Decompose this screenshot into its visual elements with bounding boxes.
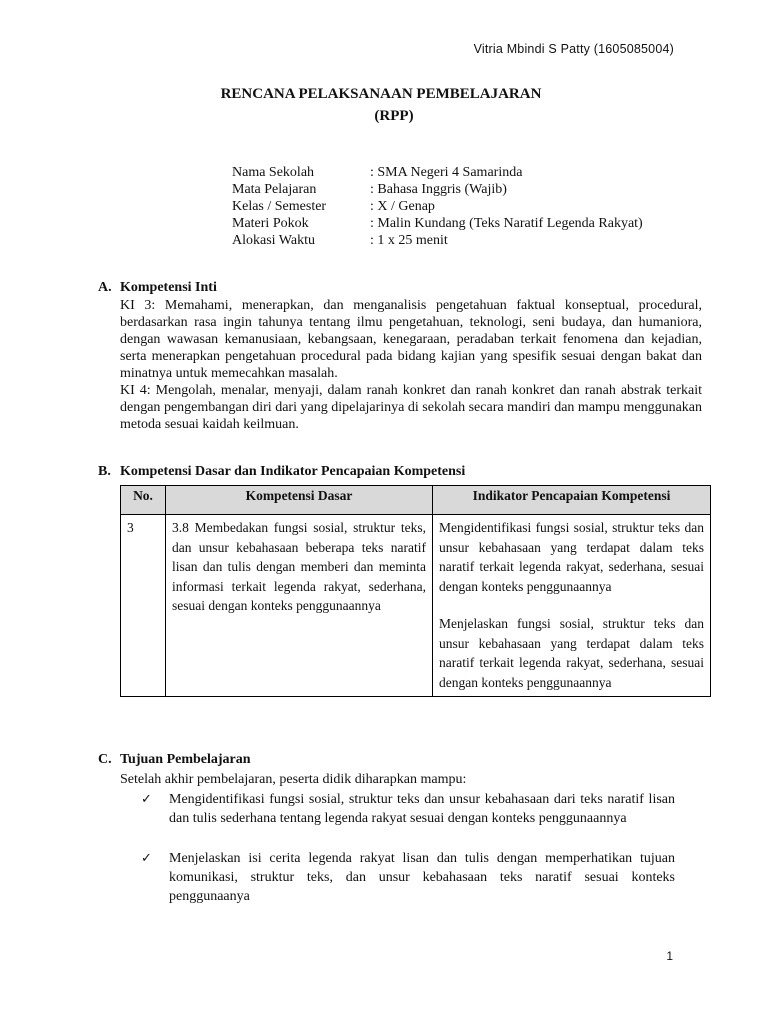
info-row-subject bbox=[232, 181, 643, 198]
info-label: Nama Sekolah bbox=[232, 165, 315, 180]
info-row-class bbox=[232, 198, 643, 215]
cell-kd: 3.8 Membedakan fungsi sosial, struktur teks, dan unsur kebahasaan beberapa teks naratif lisan dan tulis dengan memberi dan meminta informasi terkait legenda rakyat, sederhana, sesuai dengan konteks penggunaannya bbox=[166, 515, 433, 697]
table-header-row bbox=[121, 486, 711, 515]
info-value: : Bahasa Inggris (Wajib) bbox=[370, 182, 507, 197]
checkmark-icon: ✓ bbox=[141, 792, 152, 807]
info-value: : X / Genap bbox=[370, 199, 435, 214]
info-row-time bbox=[232, 232, 643, 249]
section-letter: A. bbox=[98, 280, 112, 295]
section-title: Kompetensi Inti bbox=[120, 280, 217, 295]
info-row-school bbox=[232, 164, 643, 181]
page-number: 1 bbox=[666, 949, 673, 963]
goals-intro: Setelah akhir pembelajaran, peserta didik diharapkan mampu: bbox=[120, 772, 467, 787]
goal-item bbox=[141, 790, 675, 828]
info-label: Alokasi Waktu bbox=[232, 233, 315, 248]
checkmark-icon: ✓ bbox=[141, 851, 152, 866]
ki4-paragraph: KI 4: Mengolah, menalar, menyaji, dalam ranah konkret dan ranah konkret dan ranah abstrak terkait dengan pengembangan diri dari yang dipelajarinya di sekolah secara mandiri dan mampu menggunakan metoda sesuai kaidah keilmuan. bbox=[120, 383, 702, 432]
competence-table bbox=[120, 485, 711, 697]
column-header-kd: Kompetensi Dasar bbox=[166, 486, 433, 515]
document-subtitle: (RPP) bbox=[374, 108, 414, 124]
info-label: Mata Pelajaran bbox=[232, 182, 317, 197]
section-title: Kompetensi Dasar dan Indikator Pencapaian Kompetensi bbox=[120, 464, 466, 479]
section-b-heading bbox=[98, 464, 465, 480]
goal-item bbox=[141, 849, 675, 906]
cell-no: 3 bbox=[121, 515, 166, 697]
info-row-topic bbox=[232, 215, 643, 232]
document-title: RENCANA PELAKSANAAN PEMBELAJARAN bbox=[220, 86, 542, 102]
column-header-no: No. bbox=[121, 486, 166, 515]
cell-indicators bbox=[433, 515, 711, 697]
section-c-heading bbox=[98, 752, 251, 768]
core-competence-text bbox=[120, 297, 702, 433]
section-title: Tujuan Pembelajaran bbox=[120, 752, 251, 767]
info-label: Kelas / Semester bbox=[232, 199, 327, 214]
indicator-item: Mengidentifikasi fungsi sosial, struktur teks dan unsur kebahasaan yang terdapat dalam teks naratif terkait legenda rakyat, sederhana, sesuai dengan konteks penggunaannya bbox=[439, 520, 704, 594]
indicator-item: Menjelaskan fungsi sosial, struktur teks dan unsur kebahasaan yang terdapat dalam teks naratif terkait legenda rakyat, sederhana, sesuai dengan konteks penggunaannya bbox=[439, 616, 704, 690]
author-header: Vitria Mbindi S Patty (1605085004) bbox=[473, 42, 674, 56]
info-value: : Malin Kundang (Teks Naratif Legenda Rakyat) bbox=[370, 216, 643, 231]
table-row bbox=[121, 515, 711, 697]
goal-text: Mengidentifikasi fungsi sosial, struktur teks dan unsur kebahasaan dari teks naratif lisan dan tulis sederhana tentang legenda rakyat sesuai dengan konteks penggunaannya bbox=[169, 792, 675, 826]
section-letter: C. bbox=[98, 752, 112, 767]
info-value: : 1 x 25 menit bbox=[370, 233, 448, 248]
section-letter: B. bbox=[98, 464, 111, 479]
info-label: Materi Pokok bbox=[232, 216, 309, 231]
section-a-heading bbox=[98, 280, 217, 296]
info-value: : SMA Negeri 4 Samarinda bbox=[370, 165, 523, 180]
ki3-paragraph: KI 3: Memahami, menerapkan, dan menganalisis pengetahuan faktual konseptual, procedural, berdasarkan rasa ingin tahunya tentang ilmu pengetahuan, teknologi, seni budaya, dan humaniora, dengan wawasan kemanusiaan, kebangsaan, kenegaraan, peradaban terkait fenomena dan kejadian, serta menerapkan pengetahuan procedural pada bidang kajian yang spesifik sesuai dengan bakat dan minatnya untuk memecahkan masalah. bbox=[120, 298, 702, 381]
identity-info bbox=[232, 164, 643, 249]
goal-text: Menjelaskan isi cerita legenda rakyat lisan dan tulis dengan memperhatikan tujuan komunikasi, struktur teks, dan unsur kebahasaan teks naratif sesuai konteks penggunaanya bbox=[169, 851, 675, 904]
column-header-indicator: Indikator Pencapaian Kompetensi bbox=[433, 486, 711, 515]
